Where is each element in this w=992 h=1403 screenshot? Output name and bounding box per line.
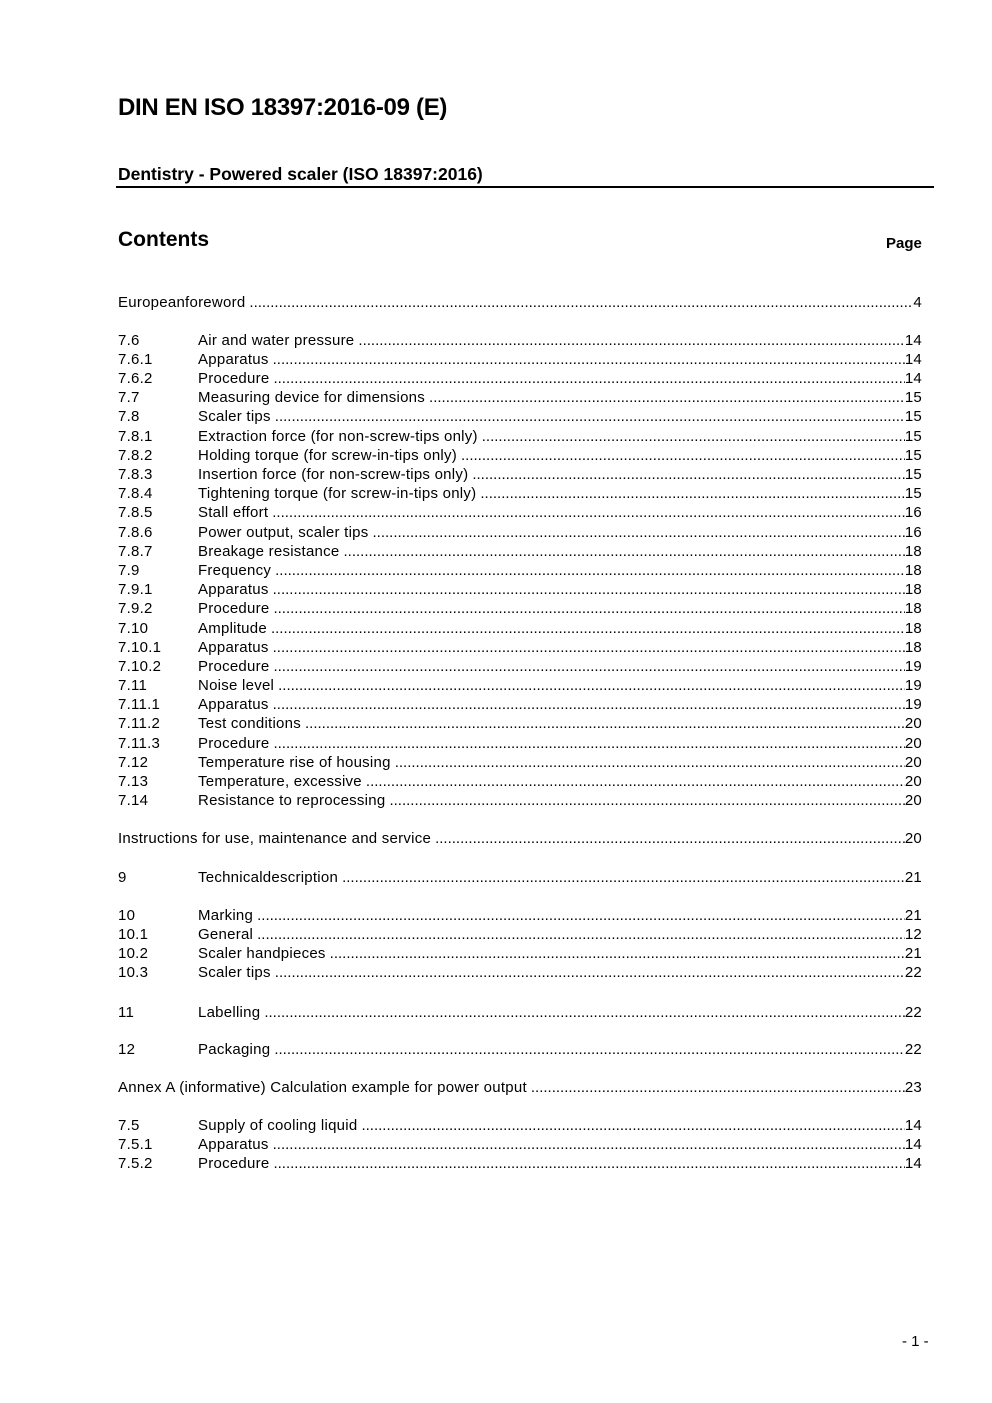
toc-entry-page: 15 bbox=[904, 446, 922, 464]
dot-leader bbox=[275, 407, 905, 426]
toc-entry-title: Annex A (informative) Calculation example for power output bbox=[118, 1078, 527, 1096]
toc-entry[interactable] bbox=[118, 638, 922, 657]
dot-leader bbox=[366, 772, 905, 791]
toc-entry-title: Supply of cooling liquid bbox=[198, 1116, 358, 1134]
toc-entry[interactable] bbox=[118, 561, 922, 580]
toc-entry-title: Instructions for use, maintenance and service bbox=[118, 829, 432, 847]
toc-spacer bbox=[118, 848, 922, 868]
toc-entry[interactable] bbox=[118, 791, 922, 810]
dot-leader bbox=[275, 561, 905, 580]
dot-leader bbox=[273, 638, 905, 657]
dot-leader bbox=[249, 293, 913, 312]
toc-entry-packaging[interactable] bbox=[118, 1040, 922, 1059]
toc-entry-number: 7.5.2 bbox=[118, 1154, 153, 1172]
toc-entry-page: 18 bbox=[904, 638, 922, 656]
dot-leader bbox=[344, 542, 905, 561]
toc-entry-number: 7.8.3 bbox=[118, 466, 153, 483]
toc-entry-page: 20 bbox=[904, 715, 922, 733]
toc-entry-page: 4 bbox=[913, 294, 922, 311]
toc-entry-number: 7.13 bbox=[118, 773, 149, 790]
toc-entry[interactable] bbox=[118, 1154, 922, 1173]
toc-entry-number: 7.6.1 bbox=[118, 350, 153, 368]
page-number-footer: - 1 - bbox=[902, 1333, 929, 1350]
toc-entry-technical-description[interactable] bbox=[118, 868, 922, 887]
toc-entry-title: Apparatus bbox=[198, 638, 269, 656]
toc-entry-title: Scaler tips bbox=[198, 964, 271, 982]
dot-leader bbox=[330, 944, 905, 963]
dot-leader bbox=[305, 714, 905, 733]
toc-entry-page: 14 bbox=[904, 370, 922, 388]
dot-leader bbox=[273, 734, 904, 753]
toc-entry[interactable] bbox=[118, 944, 922, 963]
toc-entry-title: Packaging bbox=[198, 1041, 271, 1059]
toc-entry-page: 14 bbox=[904, 1135, 922, 1153]
dot-leader bbox=[273, 350, 905, 369]
dot-leader bbox=[273, 580, 905, 599]
toc-entry[interactable] bbox=[118, 619, 922, 638]
toc-entry-page: 14 bbox=[904, 1154, 922, 1172]
toc-entry-number: 7.8.2 bbox=[118, 446, 153, 464]
toc-entry[interactable] bbox=[118, 388, 922, 407]
toc-entry-number: 7.11.2 bbox=[118, 715, 161, 733]
toc-entry-annex-a[interactable] bbox=[118, 1078, 922, 1097]
dot-leader bbox=[273, 657, 904, 676]
toc-entry-page: 16 bbox=[904, 504, 922, 522]
toc-entry-number: 10 bbox=[118, 906, 136, 924]
toc-entry[interactable] bbox=[118, 523, 922, 542]
contents-heading: Contents bbox=[118, 228, 209, 251]
toc-entry-title: Procedure bbox=[198, 657, 270, 675]
toc-entry-number: 7.8.4 bbox=[118, 485, 153, 503]
toc-entry-page: 20 bbox=[904, 773, 922, 790]
toc-entry[interactable] bbox=[118, 350, 922, 369]
toc-entry-page: 23 bbox=[904, 1078, 922, 1096]
toc-entry-page: 21 bbox=[904, 945, 922, 963]
toc-entry[interactable] bbox=[118, 714, 922, 733]
toc-entry-number: 7.8.1 bbox=[118, 427, 153, 445]
toc-entry-page: 22 bbox=[904, 1041, 922, 1059]
dot-leader bbox=[482, 427, 905, 446]
toc-entry-title: Scaler tips bbox=[198, 408, 271, 426]
toc-entry-page: 18 bbox=[904, 561, 922, 579]
dot-leader bbox=[361, 1116, 904, 1135]
toc-entry-title: Test conditions bbox=[198, 715, 301, 733]
toc-entry-page: 15 bbox=[904, 408, 922, 426]
toc-entry-page: 18 bbox=[904, 600, 922, 618]
toc-entry-title: Noise level bbox=[198, 677, 275, 695]
toc-entry-title: Frequency bbox=[198, 561, 272, 579]
toc-entry-page: 19 bbox=[904, 657, 922, 675]
dot-leader bbox=[257, 925, 905, 944]
toc-entry-number: 7.7 bbox=[118, 389, 140, 407]
toc-entry-title: Apparatus bbox=[198, 350, 269, 368]
toc-entry-page: 19 bbox=[904, 696, 922, 714]
toc-entry-title: Breakage resistance bbox=[198, 542, 340, 560]
toc-entry-page: 21 bbox=[904, 906, 922, 924]
toc-entry-title: Scaler handpieces bbox=[198, 945, 326, 963]
toc-entry-page: 19 bbox=[904, 677, 922, 695]
toc-entry[interactable] bbox=[118, 1135, 922, 1154]
toc-entry-page: 16 bbox=[904, 523, 922, 541]
page-title: DIN EN ISO 18397:2016-09 (E) bbox=[118, 94, 448, 121]
toc-entry-title: Amplitude bbox=[198, 619, 267, 637]
toc-entry-number: 11 bbox=[118, 1003, 135, 1021]
toc-entry-number: 7.9 bbox=[118, 561, 140, 579]
toc-entry-title: Apparatus bbox=[198, 581, 269, 599]
dot-leader bbox=[257, 906, 905, 925]
dot-leader bbox=[271, 619, 905, 638]
dot-leader bbox=[480, 484, 904, 503]
toc-entry-page: 15 bbox=[904, 485, 922, 503]
toc-entry[interactable] bbox=[118, 465, 922, 484]
toc-entry-page: 20 bbox=[904, 829, 922, 847]
dot-leader bbox=[342, 868, 905, 887]
toc-entry-page: 15 bbox=[904, 389, 922, 407]
toc-entry-title: Insertion force (for non-screw-tips only) bbox=[198, 466, 469, 483]
toc-entry-page: 15 bbox=[904, 427, 922, 445]
toc-entry-title: Procedure bbox=[198, 370, 270, 388]
toc-entry-number: 7.9.2 bbox=[118, 600, 153, 618]
toc-spacer bbox=[118, 810, 922, 829]
toc-entry-number: 10.3 bbox=[118, 964, 149, 982]
toc-entry-page: 18 bbox=[904, 581, 922, 599]
toc-entry-title: Extraction force (for non-screw-tips only) bbox=[198, 427, 478, 445]
toc-entry[interactable] bbox=[118, 963, 922, 982]
toc-spacer bbox=[118, 887, 922, 906]
toc-entry-number: 12 bbox=[118, 1041, 136, 1059]
toc-entry[interactable] bbox=[118, 542, 922, 561]
toc-entry-number: 9 bbox=[118, 869, 127, 887]
toc-group-marking bbox=[118, 906, 922, 983]
toc-entry-foreword[interactable] bbox=[118, 293, 922, 312]
toc-entry[interactable] bbox=[118, 676, 922, 695]
toc-entry-title: Apparatus bbox=[198, 1135, 269, 1153]
toc-entry[interactable] bbox=[118, 580, 922, 599]
dot-leader bbox=[429, 388, 905, 407]
toc-entry[interactable] bbox=[118, 906, 922, 925]
dot-leader bbox=[531, 1078, 905, 1097]
toc-entry-number: 7.11.3 bbox=[118, 734, 161, 752]
toc-entry-number: 10.2 bbox=[118, 945, 149, 963]
dot-leader bbox=[461, 446, 905, 465]
toc-entry[interactable] bbox=[118, 331, 922, 350]
dot-leader bbox=[278, 676, 905, 695]
toc-entry-title: Temperature rise of housing bbox=[198, 753, 391, 771]
toc-entry-title: Apparatus bbox=[198, 696, 269, 714]
toc-entry-page: 22 bbox=[904, 1003, 922, 1021]
toc-entry[interactable] bbox=[118, 427, 922, 446]
toc-entry-number: 7.10.2 bbox=[118, 657, 162, 675]
dot-leader bbox=[273, 369, 904, 388]
dot-leader bbox=[273, 1135, 905, 1154]
toc-group-section-7 bbox=[118, 331, 922, 811]
toc-entry-number: 7.12 bbox=[118, 753, 149, 771]
toc-entry[interactable] bbox=[118, 446, 922, 465]
toc-entry-page: 15 bbox=[904, 466, 922, 483]
toc-entry-title: Marking bbox=[198, 906, 254, 924]
toc-entry-title: General bbox=[198, 925, 254, 943]
toc-entry-title: Air and water pressure bbox=[198, 331, 355, 349]
toc-entry-page: 20 bbox=[904, 734, 922, 752]
toc-entry-number: 7.11.1 bbox=[118, 696, 161, 714]
toc-entry[interactable] bbox=[118, 753, 922, 772]
toc-entry-number: 10.1 bbox=[118, 925, 149, 943]
toc-entry-number: 7.14 bbox=[118, 792, 149, 810]
toc-entry[interactable] bbox=[118, 369, 922, 388]
toc-entry-number: 7.6.2 bbox=[118, 370, 153, 388]
toc-entry-number: 7.11 bbox=[118, 677, 148, 695]
dot-leader bbox=[273, 695, 905, 714]
dot-leader bbox=[472, 465, 904, 484]
toc-spacer bbox=[118, 1097, 922, 1116]
toc-entry-title: Procedure bbox=[198, 600, 270, 618]
dot-leader bbox=[272, 503, 905, 522]
toc-entry-title: Tightening torque (for screw-in-tips only) bbox=[198, 485, 477, 503]
dot-leader bbox=[435, 829, 905, 848]
toc-spacer bbox=[118, 1059, 922, 1078]
toc-entry-title: Procedure bbox=[198, 1154, 270, 1172]
toc-entry-page: 14 bbox=[904, 331, 922, 349]
toc-entry-page: 20 bbox=[904, 753, 922, 771]
toc-entry-title: Temperature, excessive bbox=[198, 773, 362, 790]
toc-entry[interactable] bbox=[118, 657, 922, 676]
toc-group-cooling-liquid bbox=[118, 1116, 922, 1174]
toc-entry-instructions[interactable] bbox=[118, 829, 922, 848]
toc-entry-title: Procedure bbox=[198, 734, 270, 752]
dot-leader bbox=[395, 753, 905, 772]
toc-entry-title: Power output, scaler tips bbox=[198, 523, 369, 541]
toc-entry[interactable] bbox=[118, 484, 922, 503]
toc-entry-title: Stall effort bbox=[198, 504, 269, 522]
toc-entry-title: Holding torque (for screw-in-tips only) bbox=[198, 446, 458, 464]
toc-entry-number: 7.10.1 bbox=[118, 638, 162, 656]
dot-leader bbox=[389, 791, 904, 810]
title-divider bbox=[116, 186, 934, 188]
toc-entry-page: 22 bbox=[904, 964, 922, 982]
toc-entry[interactable] bbox=[118, 1116, 922, 1135]
toc-entry-number: 7.8.5 bbox=[118, 504, 153, 522]
toc-entry-page: 12 bbox=[904, 925, 922, 943]
toc-entry-title: Measuring device for dimensions bbox=[198, 389, 426, 407]
page-column-label: Page bbox=[886, 235, 922, 252]
toc-entry-number: 7.8.7 bbox=[118, 542, 153, 560]
toc-entry-page: 14 bbox=[904, 1116, 922, 1134]
toc-entry-page: 18 bbox=[904, 619, 922, 637]
toc-entry-number: 7.8.6 bbox=[118, 523, 153, 541]
toc-entry-page: 14 bbox=[904, 350, 922, 368]
toc-entry-title: Labelling bbox=[198, 1003, 261, 1021]
dot-leader bbox=[273, 599, 904, 618]
toc-entry-title: Technicaldescription bbox=[198, 869, 339, 887]
toc-entry-number: 7.6 bbox=[118, 331, 140, 349]
toc-entry-number: 7.10 bbox=[118, 619, 149, 637]
toc-entry-title: Resistance to reprocessing bbox=[198, 792, 386, 810]
dot-leader bbox=[275, 963, 905, 982]
toc-entry-labelling[interactable] bbox=[118, 1003, 922, 1022]
toc-entry-number: 7.9.1 bbox=[118, 581, 153, 599]
toc-entry[interactable] bbox=[118, 503, 922, 522]
table-of-contents bbox=[118, 293, 922, 1173]
toc-entry-page: 21 bbox=[904, 869, 922, 887]
dot-leader bbox=[373, 523, 905, 542]
dot-leader bbox=[274, 1040, 905, 1059]
toc-entry[interactable] bbox=[118, 734, 922, 753]
dot-leader bbox=[358, 331, 904, 350]
toc-spacer bbox=[118, 983, 922, 1003]
dot-leader bbox=[264, 1003, 905, 1022]
toc-entry-number: 7.5 bbox=[118, 1116, 140, 1134]
toc-entry[interactable] bbox=[118, 599, 922, 618]
dot-leader bbox=[273, 1154, 904, 1173]
toc-entry-number: 7.5.1 bbox=[118, 1135, 153, 1153]
toc-entry-title: Europeanforeword bbox=[118, 294, 246, 311]
toc-entry-number: 7.8 bbox=[118, 408, 140, 426]
toc-entry[interactable] bbox=[118, 695, 922, 714]
toc-entry-page: 20 bbox=[904, 792, 922, 810]
toc-spacer bbox=[118, 312, 922, 331]
toc-entry[interactable] bbox=[118, 407, 922, 426]
toc-entry[interactable] bbox=[118, 925, 922, 944]
toc-spacer bbox=[118, 1022, 922, 1041]
toc-entry[interactable] bbox=[118, 772, 922, 791]
document-subtitle: Dentistry - Powered scaler (ISO 18397:2016) bbox=[118, 164, 483, 184]
toc-entry-page: 18 bbox=[904, 542, 922, 560]
